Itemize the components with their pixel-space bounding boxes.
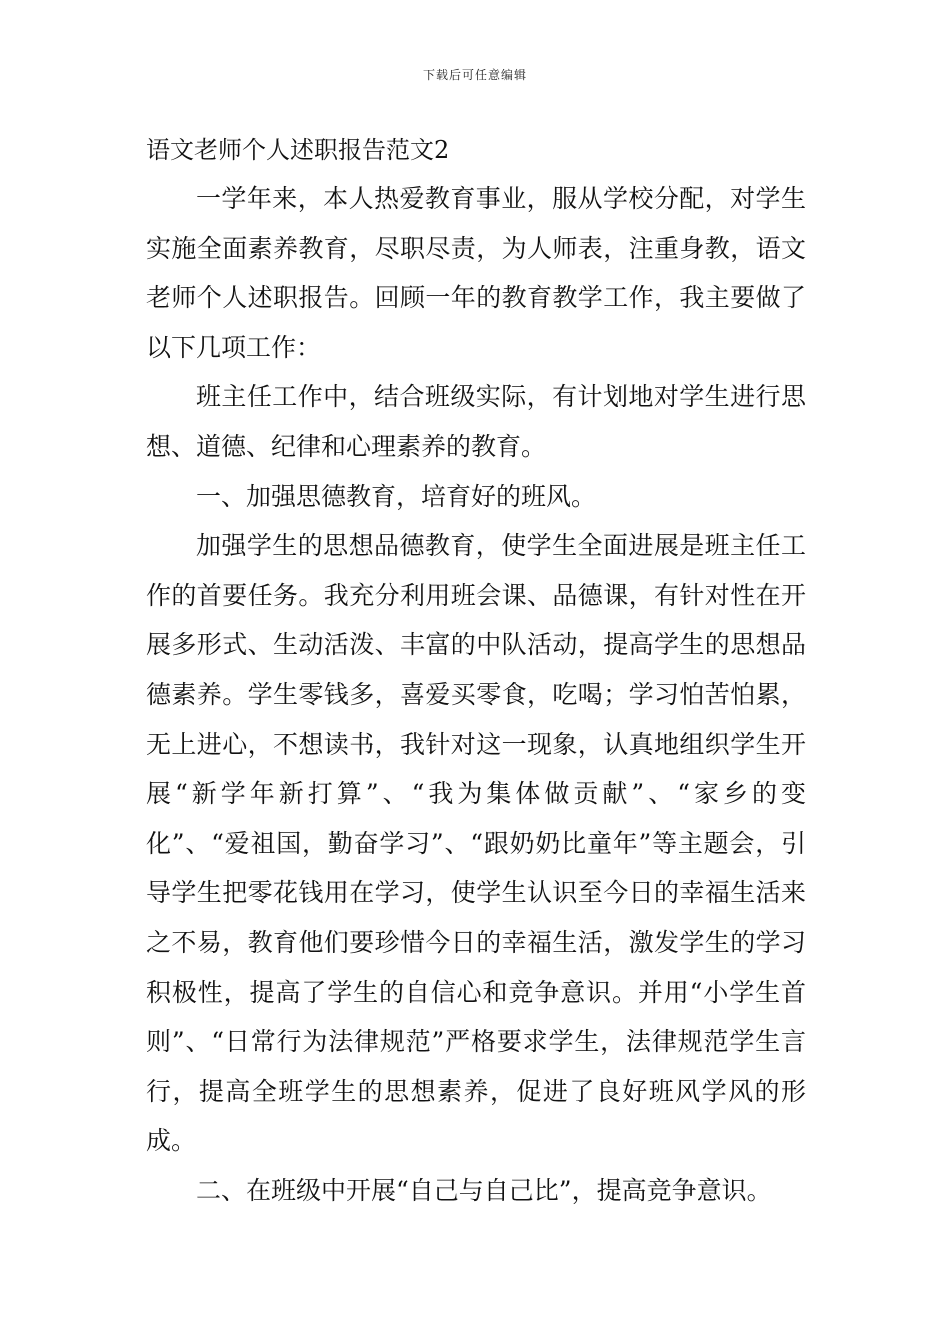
section-heading-2: 二、在班级中开展“自己与自己比”，提高竞争意识。 [196,1175,772,1205]
paragraph-intro: 一学年来，本人热爱教育事业，服从学校分配，对学生实施全面素养教育，尽职尽责，为人师表，注重身教，语文老师个人述职报告。回顾一年的教育教学工作，我主要做了以下几项工作： [146,184,806,362]
header-note: 下载后可任意编辑 [422,68,527,82]
document-body [146,126,806,1215]
paragraph-moral-education: 加强学生的思想品德教育，使学生全面进展是班主任工作的首要任务。我充分利用班会课、品德课，有针对性在开展多形式、生动活泼、丰富的中队活动，提高学生的思想品德素养。学生零钱多，喜爱买零食，吃喝；学习怕苦怕累，无上进心，不想读书，我针对这一现象，认真地组织学生开展“新学年新打算”、“我为集体做贡献”、“家乡的变化”、“爱祖国，勤奋学习”、“跟奶奶比童年”等主题会，引导学生把零花钱用在学习，使学生认识至今日的幸福生活来之不易，教育他们要珍惜今日的幸福生活，激发学生的学习积极性，提高了学生的自信心和竞争意识。并用“小学生首则”、“日常行为法律规范”严格要求学生，法律规范学生言行，提高全班学生的思想素养，促进了良好班风学风的形成。 [146,531,806,1156]
section-heading-1: 一、加强思德教育，培育好的班风。 [196,481,597,511]
document-title: 语文老师个人述职报告范文2 [146,136,450,164]
paragraph-class-teacher-work: 班主任工作中，结合班级实际，有计划地对学生进行思想、道德、纪律和心理素养的教育。 [146,382,806,461]
